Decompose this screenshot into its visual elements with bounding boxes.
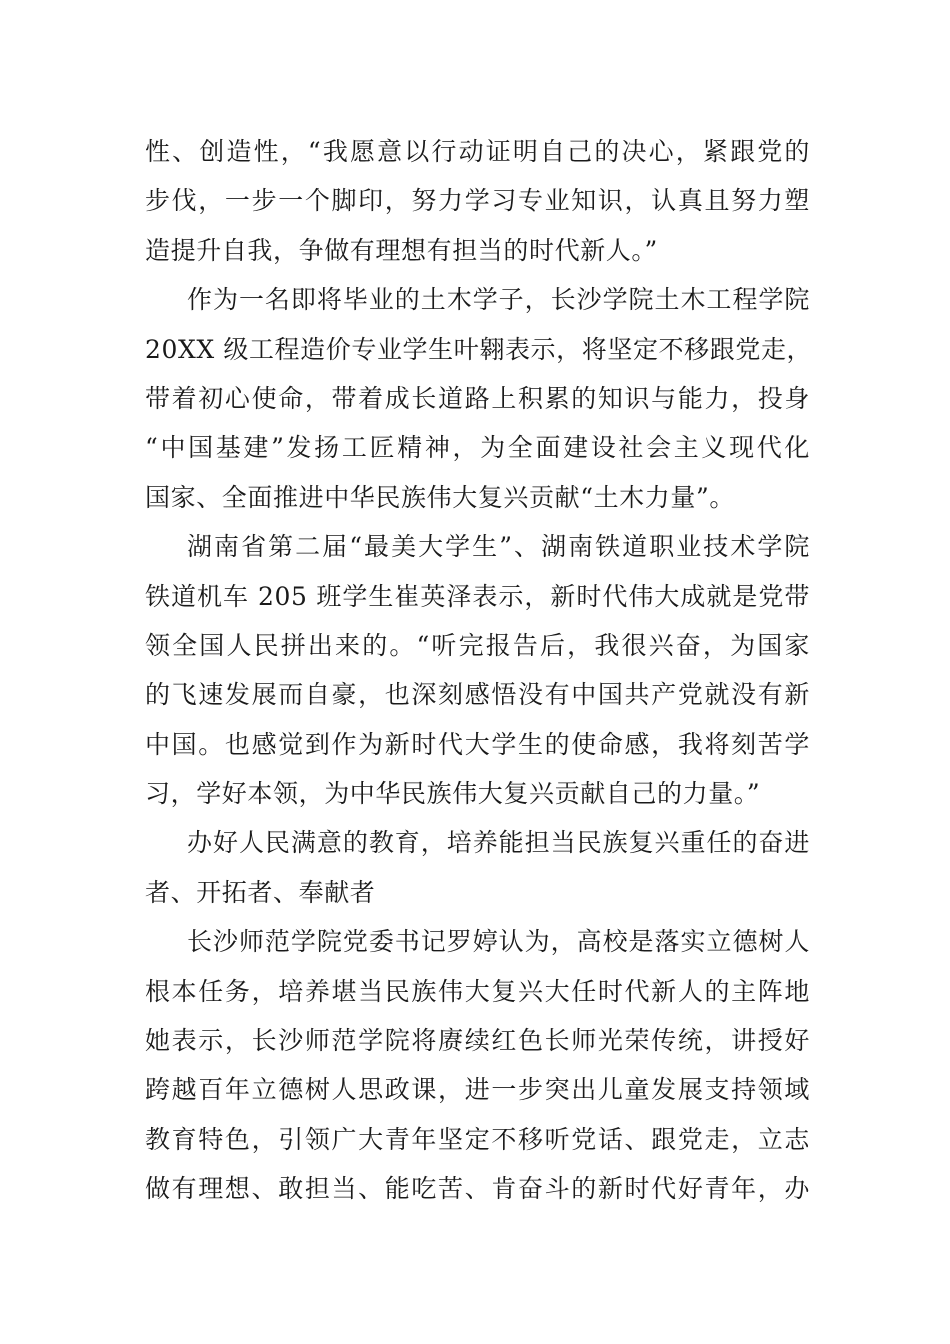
text-line: 带着初心使命，带着成长道路上积累的知识与能力，投身: [145, 383, 810, 413]
text-line: 中国。也感觉到作为新时代大学生的使命感，我将刻苦学: [145, 729, 810, 759]
text-line: 办好人民满意的教育，培养能担当民族复兴重任的奋进: [187, 828, 810, 858]
text-line: 教育特色，引领广大青年坚定不移听党话、跟党走，立志: [145, 1124, 810, 1154]
text-line: 根本任务，培养堪当民族伟大复兴大任时代新人的主阵地: [145, 976, 810, 1006]
text-line: 国家、全面推进中华民族伟大复兴贡献“土木力量”。: [145, 482, 735, 512]
text-line: 湖南省第二届“最美大学生”、湖南铁道职业技术学院: [187, 532, 810, 562]
text-line: 长沙师范学院党委书记罗婷认为，高校是落实立德树人: [187, 927, 810, 957]
text-line: “中国基建”发扬工匠精神，为全面建设社会主义现代化: [145, 433, 810, 463]
text-line: 20XX 级工程造价专业学生叶翱表示，将坚定不移跟党走，: [145, 334, 813, 364]
text-line: 作为一名即将毕业的土木学子，长沙学院土木工程学院: [187, 285, 810, 315]
text-line: 做有理想、敢担当、能吃苦、肯奋斗的新时代好青年，办: [145, 1174, 810, 1204]
text-line: 她表示，长沙师范学院将赓续红色长师光荣传统，讲授好: [145, 1026, 810, 1056]
text-line: 铁道机车 205 班学生崔英泽表示，新时代伟大成就是党带: [145, 581, 810, 611]
text-line: 者、开拓者、奉献者: [145, 877, 376, 907]
text-line: 的飞速发展而自豪，也深刻感悟没有中国共产党就没有新: [145, 680, 810, 710]
body-text: [145, 127, 813, 1214]
text-line: 跨越百年立德树人思政课，进一步突出儿童发展支持领域: [145, 1075, 810, 1105]
text-line: 领全国人民拼出来的。“听完报告后，我很兴奋，为国家: [145, 630, 810, 660]
text-line: 性、创造性，“我愿意以行动证明自己的决心，紧跟党的: [145, 137, 810, 166]
text-line: 造提升自我，争做有理想有担当的时代新人。”: [145, 235, 658, 265]
text-line: 步伐，一步一个脚印，努力学习专业知识，认真且努力塑: [145, 186, 810, 216]
text-line: 习，学好本领，为中华民族伟大复兴贡献自己的力量。”: [145, 779, 761, 809]
